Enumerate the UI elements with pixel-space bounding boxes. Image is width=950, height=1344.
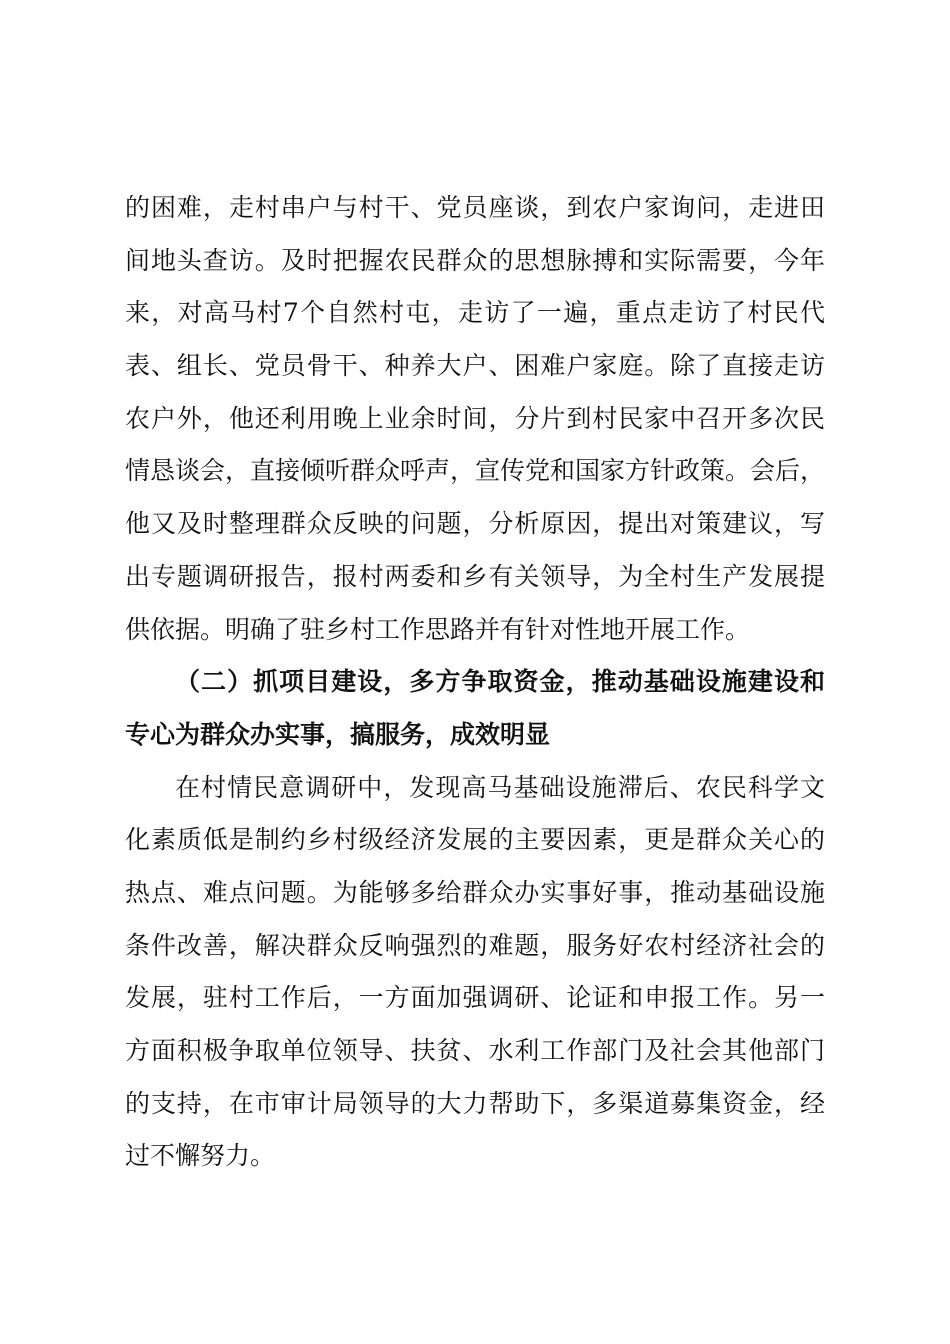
body-line: 的支持，在市审计局领导的大力帮助下，多渠道募集资金，经 [125, 1088, 825, 1118]
body-line: 过不懈努力。 [125, 1141, 276, 1171]
section-heading: （二）抓项目建设，多方争取资金，推动基础设施建设和 [175, 667, 825, 697]
body-line: 间地头查访。及时把握农民群众的思想脉搏和实际需要，今年 [125, 245, 825, 275]
body-line: 出专题调研报告，报村两委和乡有关领导，为全村生产发展提 [125, 561, 825, 591]
body-line: 热点、难点问题。为能够多给群众办实事好事，推动基础设施 [125, 877, 825, 907]
body-line: 他又及时整理群众反映的问题，分析原因，提出对策建议，写 [125, 509, 825, 539]
body-line: 表、组长、党员骨干、种养大户、困难户家庭。除了直接走访 [125, 351, 825, 381]
body-line: 方面积极争取单位领导、扶贫、水利工作部门及社会其他部门 [125, 1036, 825, 1065]
body-line: 发展，驻村工作后，一方面加强调研、论证和申报工作。另一 [125, 983, 825, 1013]
body-line: 情恳谈会，直接倾听群众呼声，宣传党和国家方针政策。会后， [125, 456, 825, 486]
document-body [125, 182, 825, 1183]
body-line: 条件改善，解决群众反响强烈的难题，服务好农村经济社会的 [125, 930, 825, 960]
body-line: 在村情民意调研中，发现高马基础设施滞后、农民科学文 [175, 772, 825, 802]
body-line: 的困难，走村串户与村干、党员座谈，到农户家询问，走进田 [125, 193, 825, 222]
body-line: 农户外，他还利用晚上业余时间，分片到村民家中召开多次民 [125, 403, 825, 433]
body-line: 化素质低是制约乡村级经济发展的主要因素，更是群众关心的 [125, 825, 825, 855]
body-line: 供依据。明确了驻乡村工作思路并有针对性地开展工作。 [125, 614, 751, 644]
section-heading: 专心为群众办实事，搞服务，成效明显 [125, 719, 551, 749]
body-line: 来，对高马村7个自然村屯，走访了一遍，重点走访了村民代 [125, 298, 825, 328]
